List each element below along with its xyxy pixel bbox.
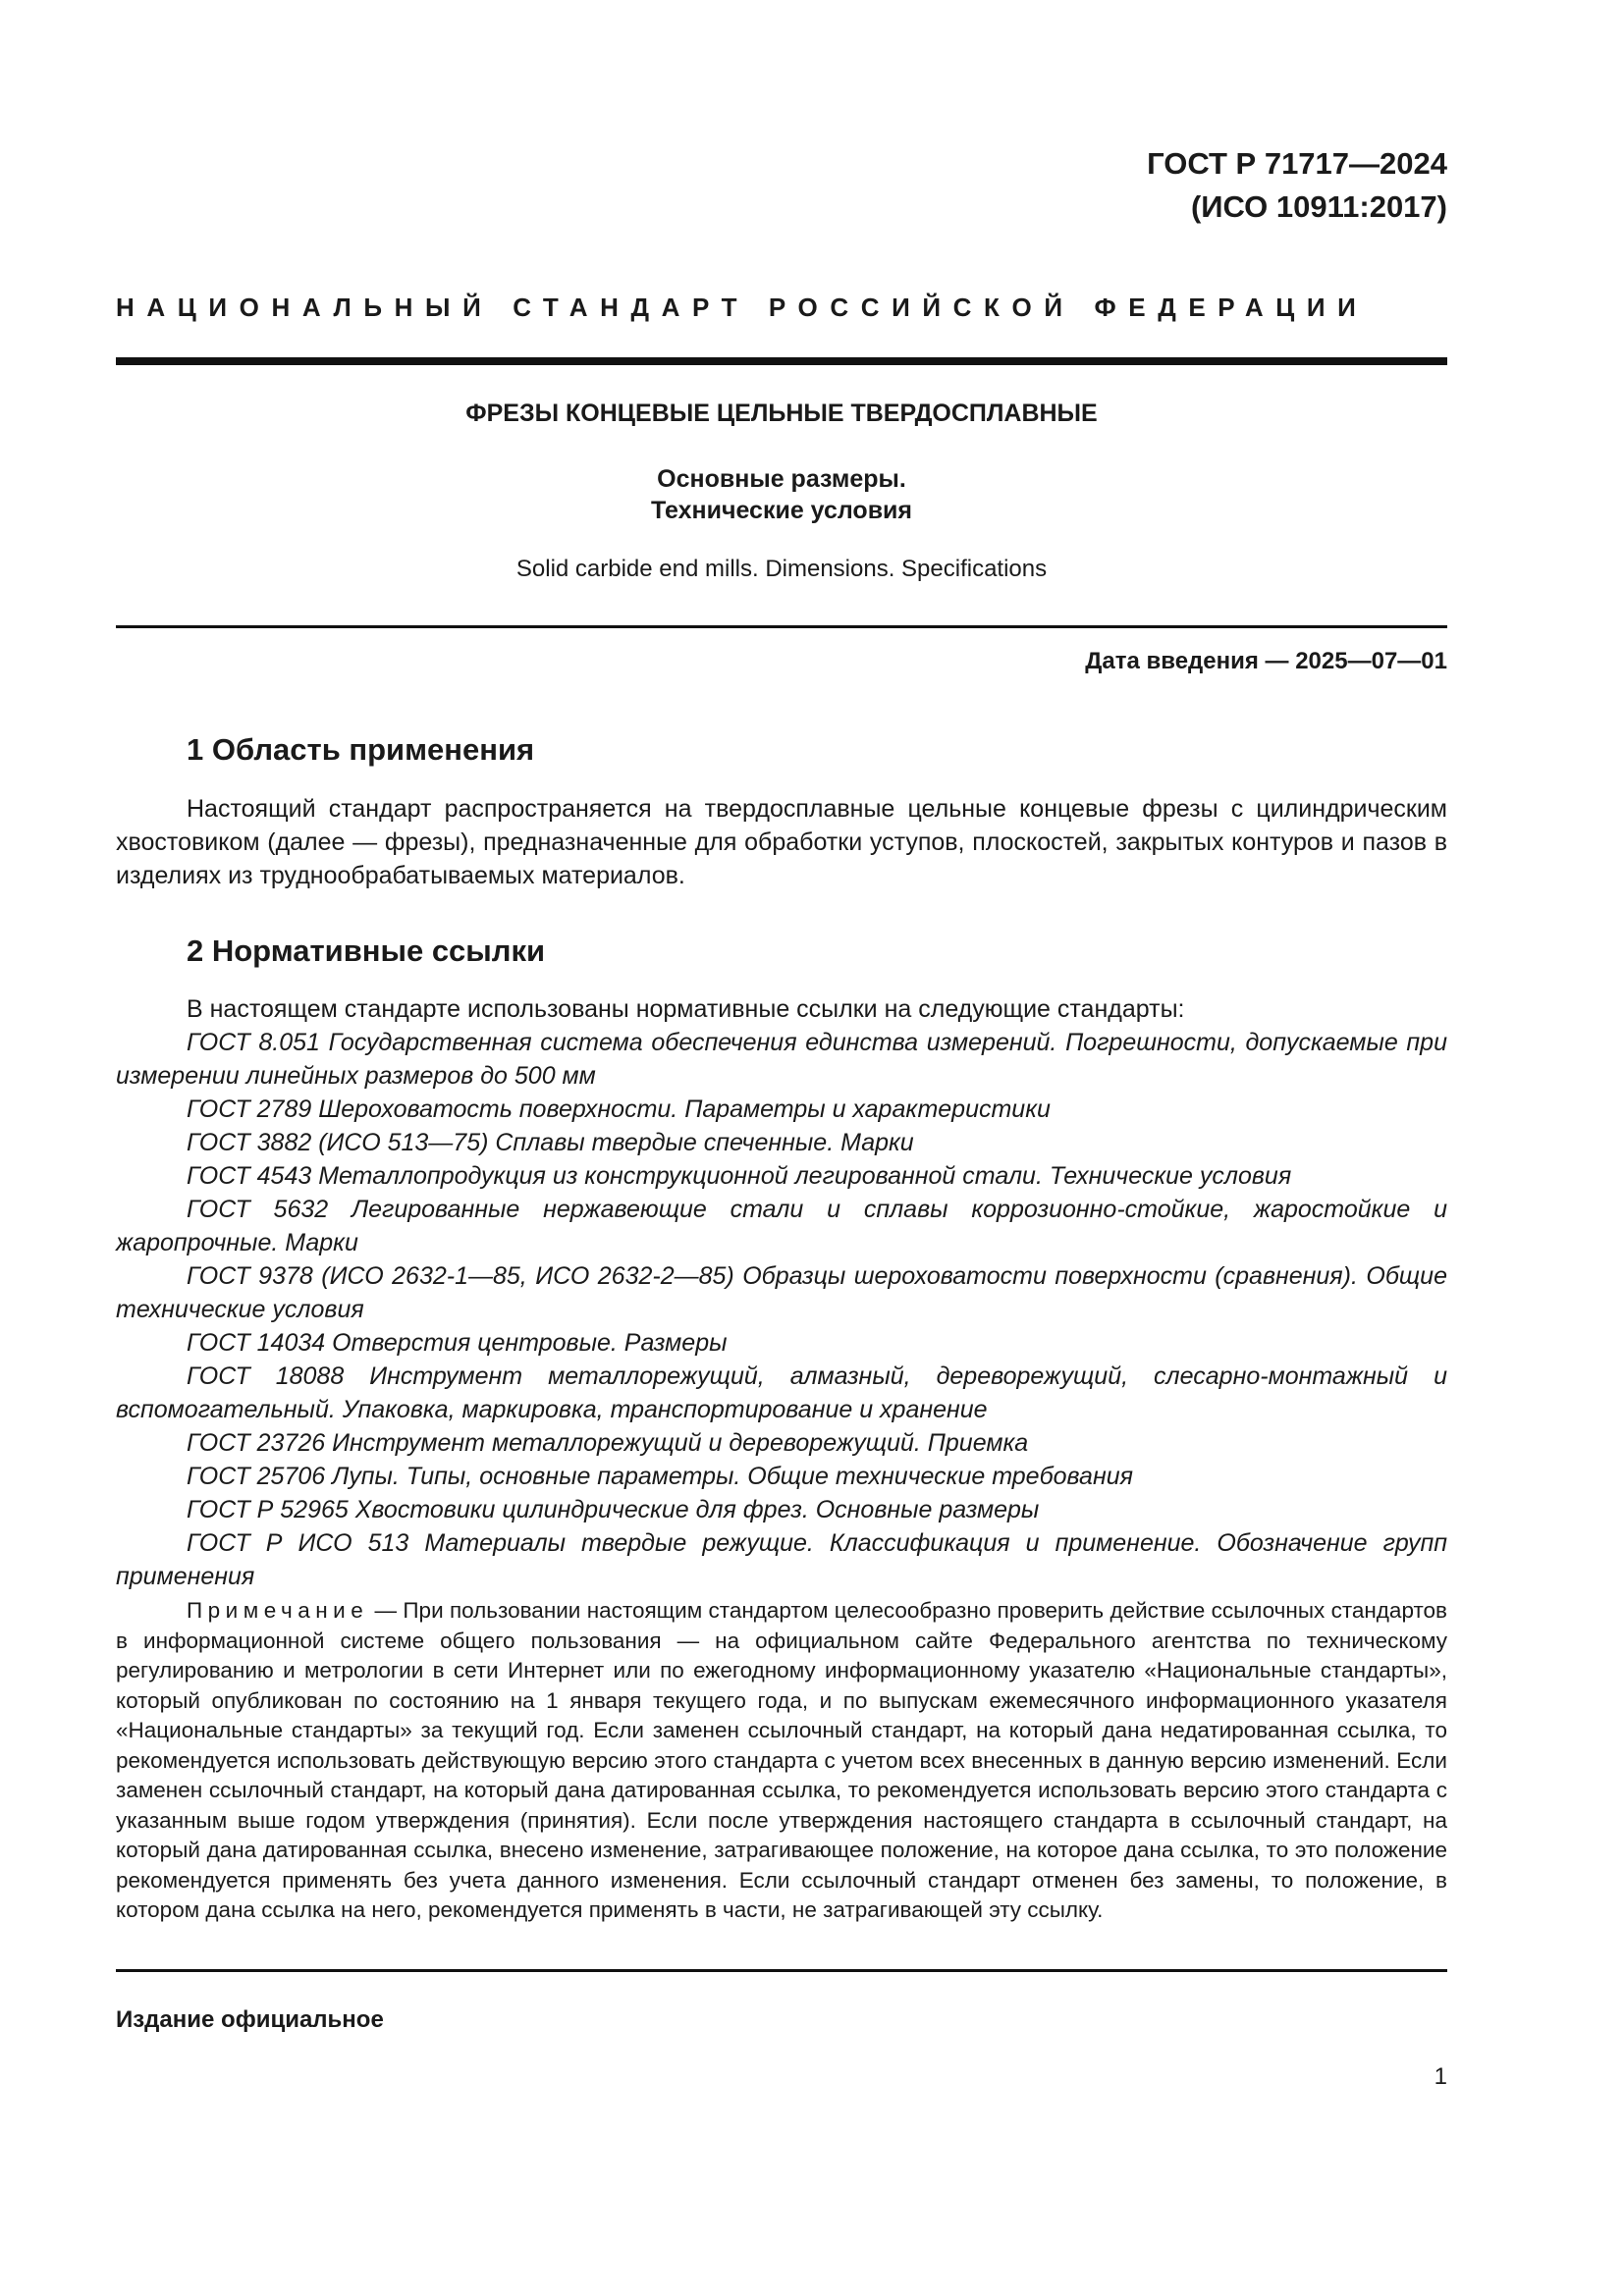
note-block	[116, 1596, 1447, 1926]
reference-item: ГОСТ 3882 (ИСО 513—75) Сплавы твердые спеченные. Марки	[187, 1129, 914, 1156]
english-title: Solid carbide end mills. Dimensions. Specifications	[515, 556, 1048, 582]
introduction-date: Дата введения — 2025—07—01	[1085, 648, 1447, 674]
section-2-body	[116, 992, 1447, 1593]
document-title: ФРЕЗЫ КОНЦЕВЫЕ ЦЕЛЬНЫЕ ТВЕРДОСПЛАВНЫЕ	[465, 400, 1098, 427]
title-rule	[116, 625, 1447, 628]
reference-item: ГОСТ Р 52965 Хвостовики цилиндрические для фрез. Основные размеры	[187, 1496, 1040, 1523]
section-1-paragraph: Настоящий стандарт распространяется на твердосплавные цельные концевые фрезы с цилиндрическим хвостовиком (далее — фрезы), предназначенные для обработки уступов, плоскостей, закрытых контуров и пазов в изделиях из труднообрабатываемых материалов.	[116, 795, 1447, 889]
reference-item: ГОСТ 18088 Инструмент металлорежущий, алмазный, дереворежущий, слесарно-монтажный и вспомогательный. Упаковка, маркировка, транспортирование и хранение	[116, 1362, 1447, 1423]
references-intro: В настоящем стандарте использованы нормативные ссылки на следующие стандарты:	[187, 995, 1185, 1023]
section-1-heading: 1 Область применения	[187, 732, 535, 767]
section-2-heading: 2 Нормативные ссылки	[187, 934, 546, 968]
official-edition-label: Издание официальное	[116, 2006, 384, 2033]
note-label: Примечание	[187, 1598, 369, 1623]
reference-item: ГОСТ 14034 Отверстия центровые. Размеры	[187, 1329, 728, 1357]
reference-item: ГОСТ Р ИСО 513 Материалы твердые режущие. Классификация и применение. Обозначение групп применения	[116, 1529, 1447, 1590]
reference-item: ГОСТ 25706 Лупы. Типы, основные параметры. Общие технические требования	[187, 1463, 1133, 1490]
reference-item: ГОСТ 4543 Металлопродукция из конструкционной легированной стали. Технические условия	[187, 1162, 1292, 1190]
standard-designation	[1147, 142, 1447, 229]
subtitle-line-1: Основные размеры.	[657, 465, 906, 493]
subtitle-line-2: Технические условия	[650, 497, 913, 524]
gost-number: ГОСТ Р 71717—2024	[1147, 146, 1447, 181]
reference-item: ГОСТ 8.051 Государственная система обеспечения единства измерений. Погрешности, допускаемые при измерении линейных размеров до 500 мм	[116, 1029, 1447, 1090]
reference-item: ГОСТ 9378 (ИСО 2632-1—85, ИСО 2632-2—85) Образцы шероховатости поверхности (сравнения). Общие технические условия	[116, 1262, 1447, 1323]
note-paragraph	[116, 1596, 1447, 1926]
section-1-body	[116, 792, 1447, 892]
note-text: — При пользовании настоящим стандартом целесообразно проверить действие ссылочных стандартов в информационной системе общего пользования — на официальном сайте Федерального агентства по техническому регулированию и метрологии в сети Интернет или по ежегодному информационному указателю «Национальные стандарты», который опубликован по состоянию на 1 января текущего года, и по выпускам ежемесячного информационного указателя «Национальные стандарты» за текущий год. Если заменен ссылочный стандарт, на который дана недатированная ссылка, то рекомендуется использовать действующую версию этого стандарта с учетом всех внесенных в данную версию изменений. Если заменен ссылочный стандарт, на который дана датированная ссылка, то рекомендуется использовать версию этого стандарта с указанным выше годом утверждения (принятия). Если после утверждения настоящего стандарта в ссылочный стандарт, на который дана датированная ссылка, внесено изменение, затрагивающее положение, на которое дана ссылка, то это положение рекомендуется применять без учета данного изменения. Если ссылочный стандарт отменен без замены, то положение, в котором дана ссылка на него, рекомендуется применять в части, не затрагивающей эту ссылку.	[116, 1598, 1447, 1922]
document-subtitle	[116, 463, 1447, 526]
header-rule	[116, 357, 1447, 365]
reference-item: ГОСТ 23726 Инструмент металлорежущий и дереворежущий. Приемка	[187, 1429, 1029, 1457]
page-number: 1	[1434, 2063, 1447, 2090]
footer-rule	[116, 1969, 1447, 1972]
iso-number: (ИСО 10911:2017)	[1190, 189, 1447, 224]
reference-item: ГОСТ 5632 Легированные нержавеющие стали и сплавы коррозионно-стойкие, жаростойкие и жаропрочные. Марки	[116, 1196, 1447, 1256]
reference-item: ГОСТ 2789 Шероховатость поверхности. Параметры и характеристики	[187, 1095, 1051, 1123]
national-standard-banner: НАЦИОНАЛЬНЫЙ СТАНДАРТ РОССИЙСКОЙ ФЕДЕРАЦИИ	[116, 293, 1369, 322]
